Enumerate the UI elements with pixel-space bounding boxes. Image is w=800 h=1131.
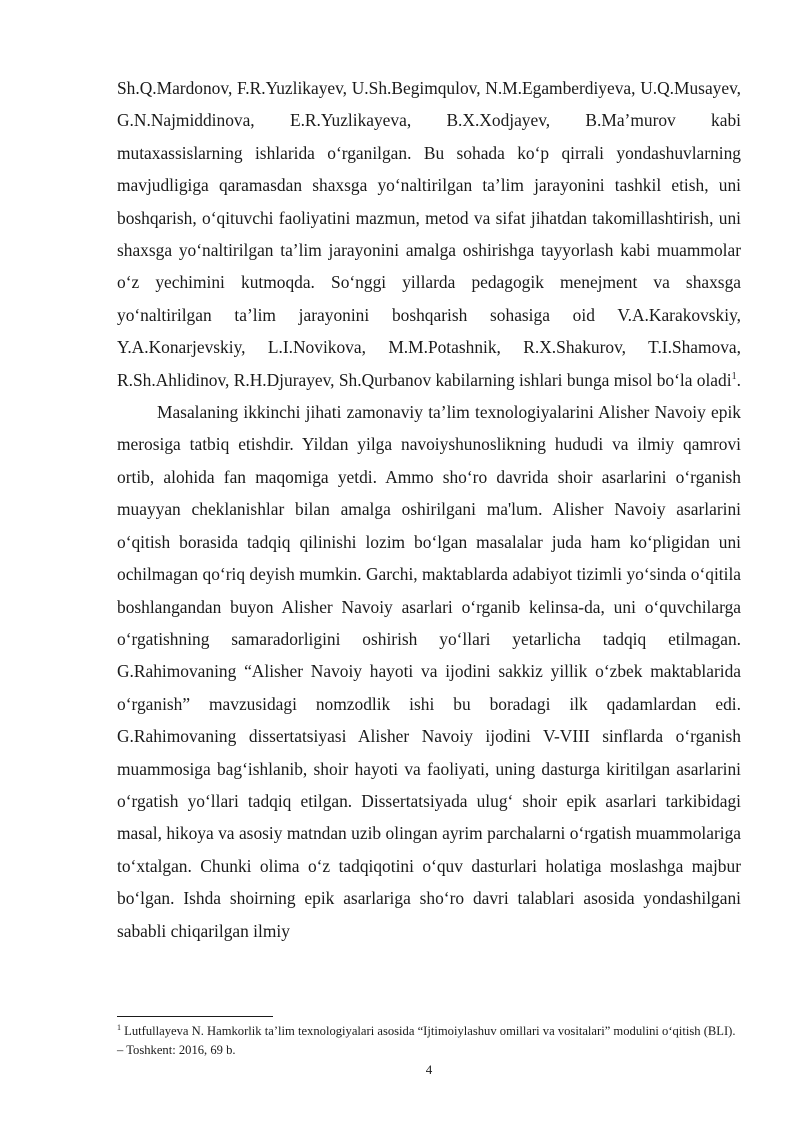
paragraph-1	[117, 72, 741, 396]
footnote-reference: 1	[731, 370, 737, 382]
footnote-marker: 1	[117, 1022, 121, 1032]
body-text	[117, 72, 741, 947]
footnote-text: Lutfullayeva N. Hamkorlik ta’lim texnologiyalari asosida “Ijtimoiylashuv omillari va vositalari” modulini o‘qitish (BLI). – Toshkent: 2016, 69 b.	[117, 1024, 736, 1057]
paragraph-1-end: .	[736, 369, 741, 390]
paragraph-2: Masalaning ikkinchi jihati zamonaviy ta’lim texnologiyalarini Alisher Navoiy epik merosiga tatbiq etishdir. Yildan yilga navoiyshunoslikning hududi va ilmiy qamrovi ortib, alohida fan maqomiga yetdi. Ammo sho‘ro davrida shoir asarlarini o‘rganish muayyan cheklanishlar bilan amalga oshirilgani ma'lum. Alisher Navoiy asarlarini o‘qitish borasida tadqiq qilinishi lozim bo‘lgan masalalar juda ham ko‘pligidan uni ochilmagan qo‘riq deyish mumkin. Garchi, maktablarda adabiyot tizimli yo‘sinda o‘qitila boshlangandan buyon Alisher Navoiy asarlari o‘rganib kelinsa-da, uni o‘quvchilarga o‘rgatishning samaradorligini oshirish yo‘llari yetarlicha tadqiq etilmagan. G.Rahimovaning “Alisher Navoiy hayoti va ijodini sakkiz yillik o‘zbek maktablarida o‘rganish” mavzusidagi nomzodlik ishi bu boradagi ilk qadamlardan edi. G.Rahimovaning dissertatsiyasi Alisher Navoiy ijodini V-VIII sinflarda o‘rganish muammosiga bag‘ishlanib, shoir hayoti va faoliyati, uning dasturga kiritilgan asarlarini o‘rgatish yo‘llari tadqiq etilgan. Dissertatsiyada ulug‘ shoir epik asarlari tarkibidagi masal, hikoya va asosiy matndan uzib olingan ayrim parchalarni o‘rgatish muammolariga to‘xtalgan. Chunki olima o‘z tadqiqotini o‘quv dasturlari holatiga moslashga majbur bo‘lgan. Ishda shoirning epik asarlariga sho‘ro davri talablari asosida yondashilgani sababli chiqarilgan ilmiy	[117, 402, 741, 941]
footnote	[117, 1022, 741, 1060]
page-number: 4	[425, 1062, 433, 1077]
footnote-divider	[117, 1016, 273, 1017]
paragraph-1-text: Sh.Q.Mardonov, F.R.Yuzlikayev, U.Sh.Begimqulov, N.M.Egamberdiyeva, U.Q.Musayev, G.N.Najmiddinova, E.R.Yuzlikayeva, B.X.Xodjayev, B.Ma’murov kabi mutaxassislarning ishlarida o‘rganilgan. Bu sohada ko‘p qirrali yondashuvlarning mavjudligiga qaramasdan shaxsga yo‘naltirilgan ta’lim jarayonini tashkil etish, uni boshqarish, o‘qituvchi faoliyatini mazmun, metod va sifat jihatdan takomillashtirish, uni shaxsga yo‘naltirilgan ta’lim jarayonini amalga oshirishga tayyorlash kabi muammolar o‘z yechimini kutmoqda. So‘nggi yillarda pedagogik menejment va shaxsga yo‘naltirilgan ta’lim jarayonini boshqarish sohasiga oid V.A.Karakovskiy, Y.A.Konarjevskiy, L.I.Novikova, M.M.Potashnik, R.X.Shakurov, T.I.Shamova, R.Sh.Ahlidinov, R.H.Djurayev, Sh.Qurbanov kabilarning ishlari bunga misol bo‘la oladi	[117, 78, 741, 390]
